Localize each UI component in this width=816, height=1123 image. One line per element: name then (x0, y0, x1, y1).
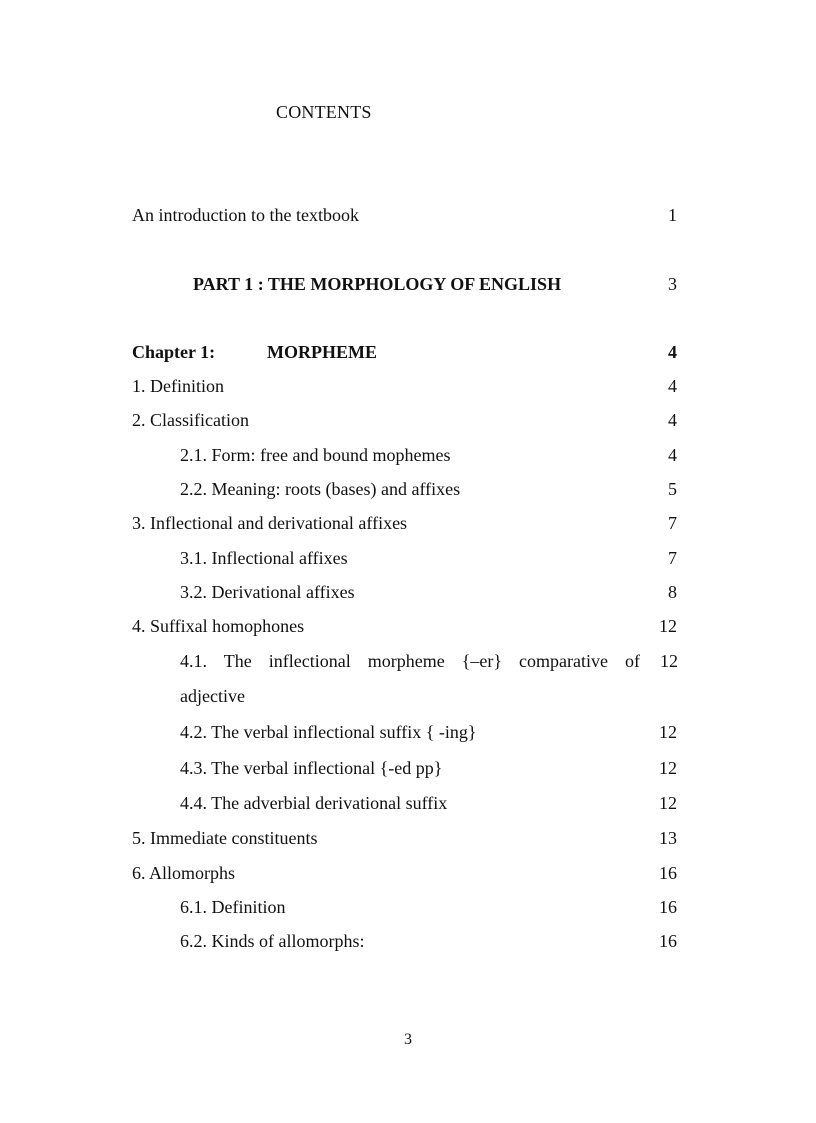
toc-entry-page: 8 (668, 582, 677, 602)
toc-entry-page: 4 (668, 445, 677, 465)
toc-entry-page: 12 (660, 651, 678, 671)
toc-part-label: PART 1 : THE MORPHOLOGY OF ENGLISH (193, 274, 562, 294)
footer-page-number: 3 (404, 1031, 412, 1048)
toc-entry-page: 13 (659, 828, 677, 848)
toc-entry-label: 2.2. Meaning: roots (bases) and affixes (180, 479, 461, 499)
toc-entry-label: 2. Classification (132, 410, 249, 430)
toc-entry-label: An introduction to the textbook (132, 205, 359, 225)
toc-part-page: 3 (668, 274, 677, 294)
toc-entry-label: 4.1. The inflectional morpheme {–er} comparative of (180, 651, 640, 671)
toc-entry-label: 6.1. Definition (180, 897, 286, 917)
toc-entry-page: 5 (668, 479, 677, 499)
toc-entry-label: 4.2. The verbal inflectional suffix { -ing} (180, 722, 477, 742)
toc-entry-label: 3.1. Inflectional affixes (180, 548, 348, 568)
toc-entry-page: 16 (659, 931, 677, 951)
toc-entry-label: 4.4. The adverbial derivational suffix (180, 793, 448, 813)
toc-entry-page: 16 (659, 863, 677, 883)
toc-entry-page: 12 (659, 616, 677, 636)
toc-entry-page: 7 (668, 513, 677, 533)
toc-entry-page: 4 (668, 410, 677, 430)
toc-entry-page: 16 (659, 897, 677, 917)
toc-entry-label: 6. Allomorphs (132, 863, 236, 883)
toc-entry-label-continuation: adjective (180, 686, 245, 706)
toc-entry-label: 2.1. Form: free and bound mophemes (180, 445, 451, 465)
toc-entry-page: 12 (659, 793, 677, 813)
toc-entry-label: 6.2. Kinds of allomorphs: (180, 931, 365, 951)
toc-entry-page: 4 (668, 376, 677, 396)
toc-entry-label: 4. Suffixal homophones (132, 616, 305, 636)
toc-chapter-label: Chapter 1: (132, 342, 216, 362)
page-heading: CONTENTS (276, 102, 372, 122)
toc-entry-page: 12 (659, 758, 677, 778)
toc-chapter-title: MORPHEME (267, 342, 377, 362)
toc-entry-page: 7 (668, 548, 677, 568)
toc-entry-page: 12 (659, 722, 677, 742)
toc-entry-label: 5. Immediate constituents (132, 828, 318, 848)
toc-chapter-page: 4 (668, 342, 677, 362)
toc-entry-label: 4.3. The verbal inflectional {-ed pp} (180, 758, 443, 778)
toc-entry-label: 3.2. Derivational affixes (180, 582, 355, 602)
toc-entry-label: 1. Definition (132, 376, 224, 396)
toc-entry-label: 3. Inflectional and derivational affixes (132, 513, 408, 533)
toc-entry-page: 1 (668, 205, 677, 225)
